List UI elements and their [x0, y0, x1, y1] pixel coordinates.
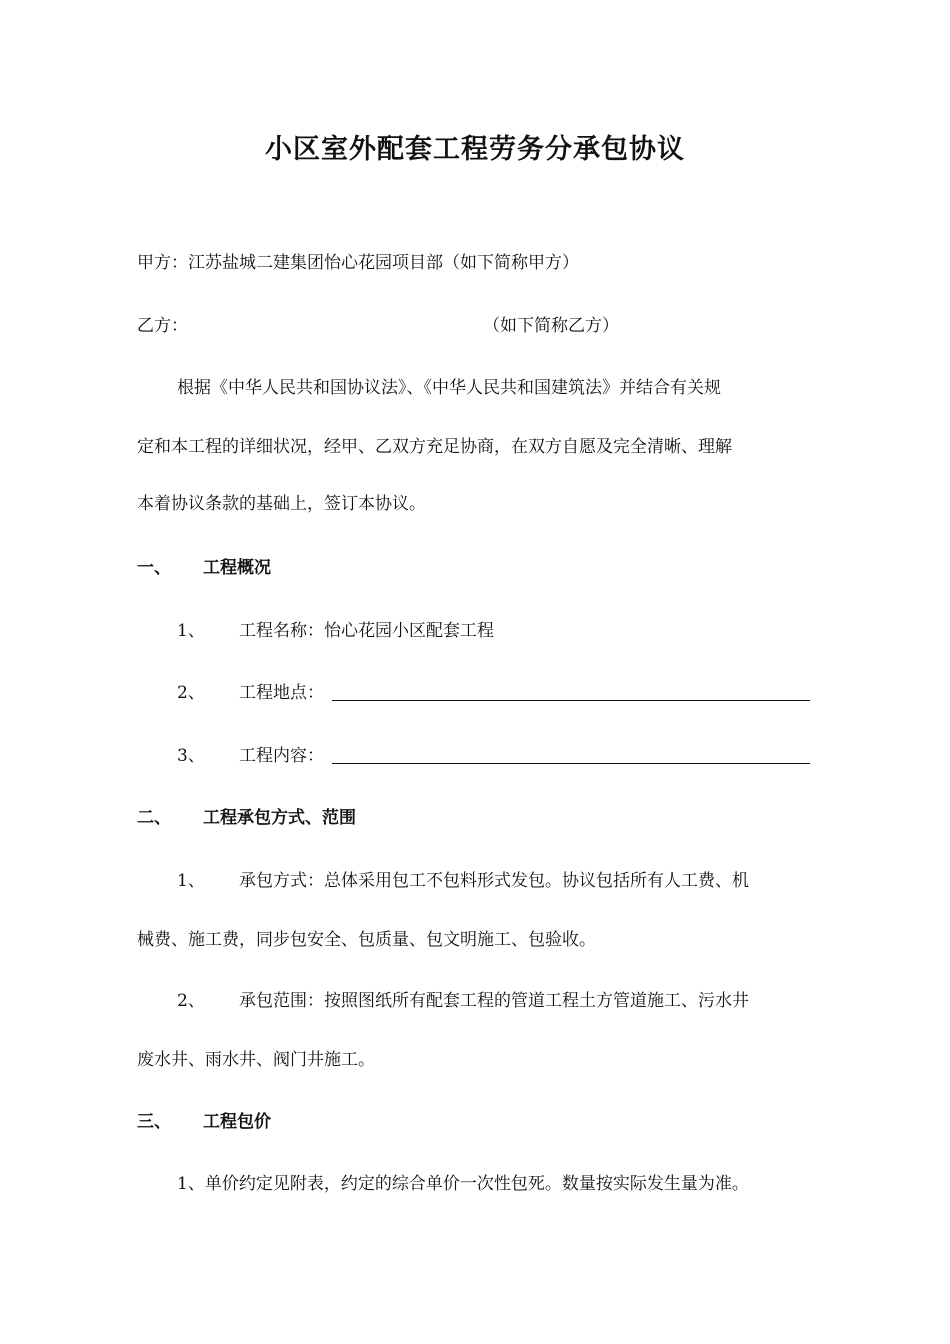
item-number: 2、	[177, 991, 205, 1011]
party-b-label: 乙方：	[137, 316, 188, 336]
section-2-item-1-line-1	[177, 869, 749, 893]
section-1-heading	[137, 556, 271, 580]
document-title: 小区室外配套工程劳务分承包协议	[265, 134, 685, 165]
section-3-title: 工程包价	[203, 1112, 271, 1132]
intro-line-1: 根据《中华人民共和国协议法》、《中华人民共和国建筑法》并结合有关规	[177, 378, 721, 398]
intro-line-3: 本着协议条款的基础上，签订本协议。	[137, 494, 426, 514]
section-2-item-2-line-2: 废水井、雨水井、阀门井施工。	[137, 1050, 375, 1070]
section-2-item-1-line-2: 械费、施工费，同步包安全、包质量、包文明施工、包验收。	[137, 930, 596, 950]
section-1-item-1	[177, 619, 494, 643]
section-2-heading	[137, 806, 356, 830]
section-1-item-2	[177, 681, 324, 705]
item-number: 1、	[177, 621, 205, 641]
item-text: 承包方式：总体采用包工不包料形式发包。协议包括所有人工费、机	[239, 871, 749, 891]
section-3-number: 三、	[137, 1112, 171, 1132]
item-text: 工程名称：怡心花园小区配套工程	[239, 621, 494, 641]
section-2-title: 工程承包方式、范围	[203, 808, 356, 828]
section-1-item-3	[177, 744, 324, 768]
section-3-heading	[137, 1110, 271, 1134]
intro-line-2: 定和本工程的详细状况，经甲、乙双方充足协商，在双方自愿及完全清晰、理解	[137, 437, 732, 457]
party-b-note: （如下简称乙方）	[483, 316, 619, 336]
project-content-blank	[332, 763, 810, 764]
section-1-number: 一、	[137, 558, 171, 578]
project-location-blank	[332, 700, 810, 701]
section-1-title: 工程概况	[203, 558, 271, 578]
item-number: 2、	[177, 683, 205, 703]
party-a-line: 甲方：江苏盐城二建集团怡心花园项目部（如下简称甲方）	[137, 253, 579, 273]
item-text: 工程地点：	[239, 683, 324, 703]
item-number: 1、	[177, 871, 205, 891]
section-2-number: 二、	[137, 808, 171, 828]
item-text: 工程内容：	[239, 746, 324, 766]
item-number: 3、	[177, 746, 205, 766]
section-3-item-1: 1、单价约定见附表，约定的综合单价一次性包死。数量按实际发生量为准。	[177, 1174, 749, 1194]
section-2-item-2-line-1	[177, 989, 749, 1013]
item-text: 承包范围：按照图纸所有配套工程的管道工程土方管道施工、污水井	[239, 991, 749, 1011]
